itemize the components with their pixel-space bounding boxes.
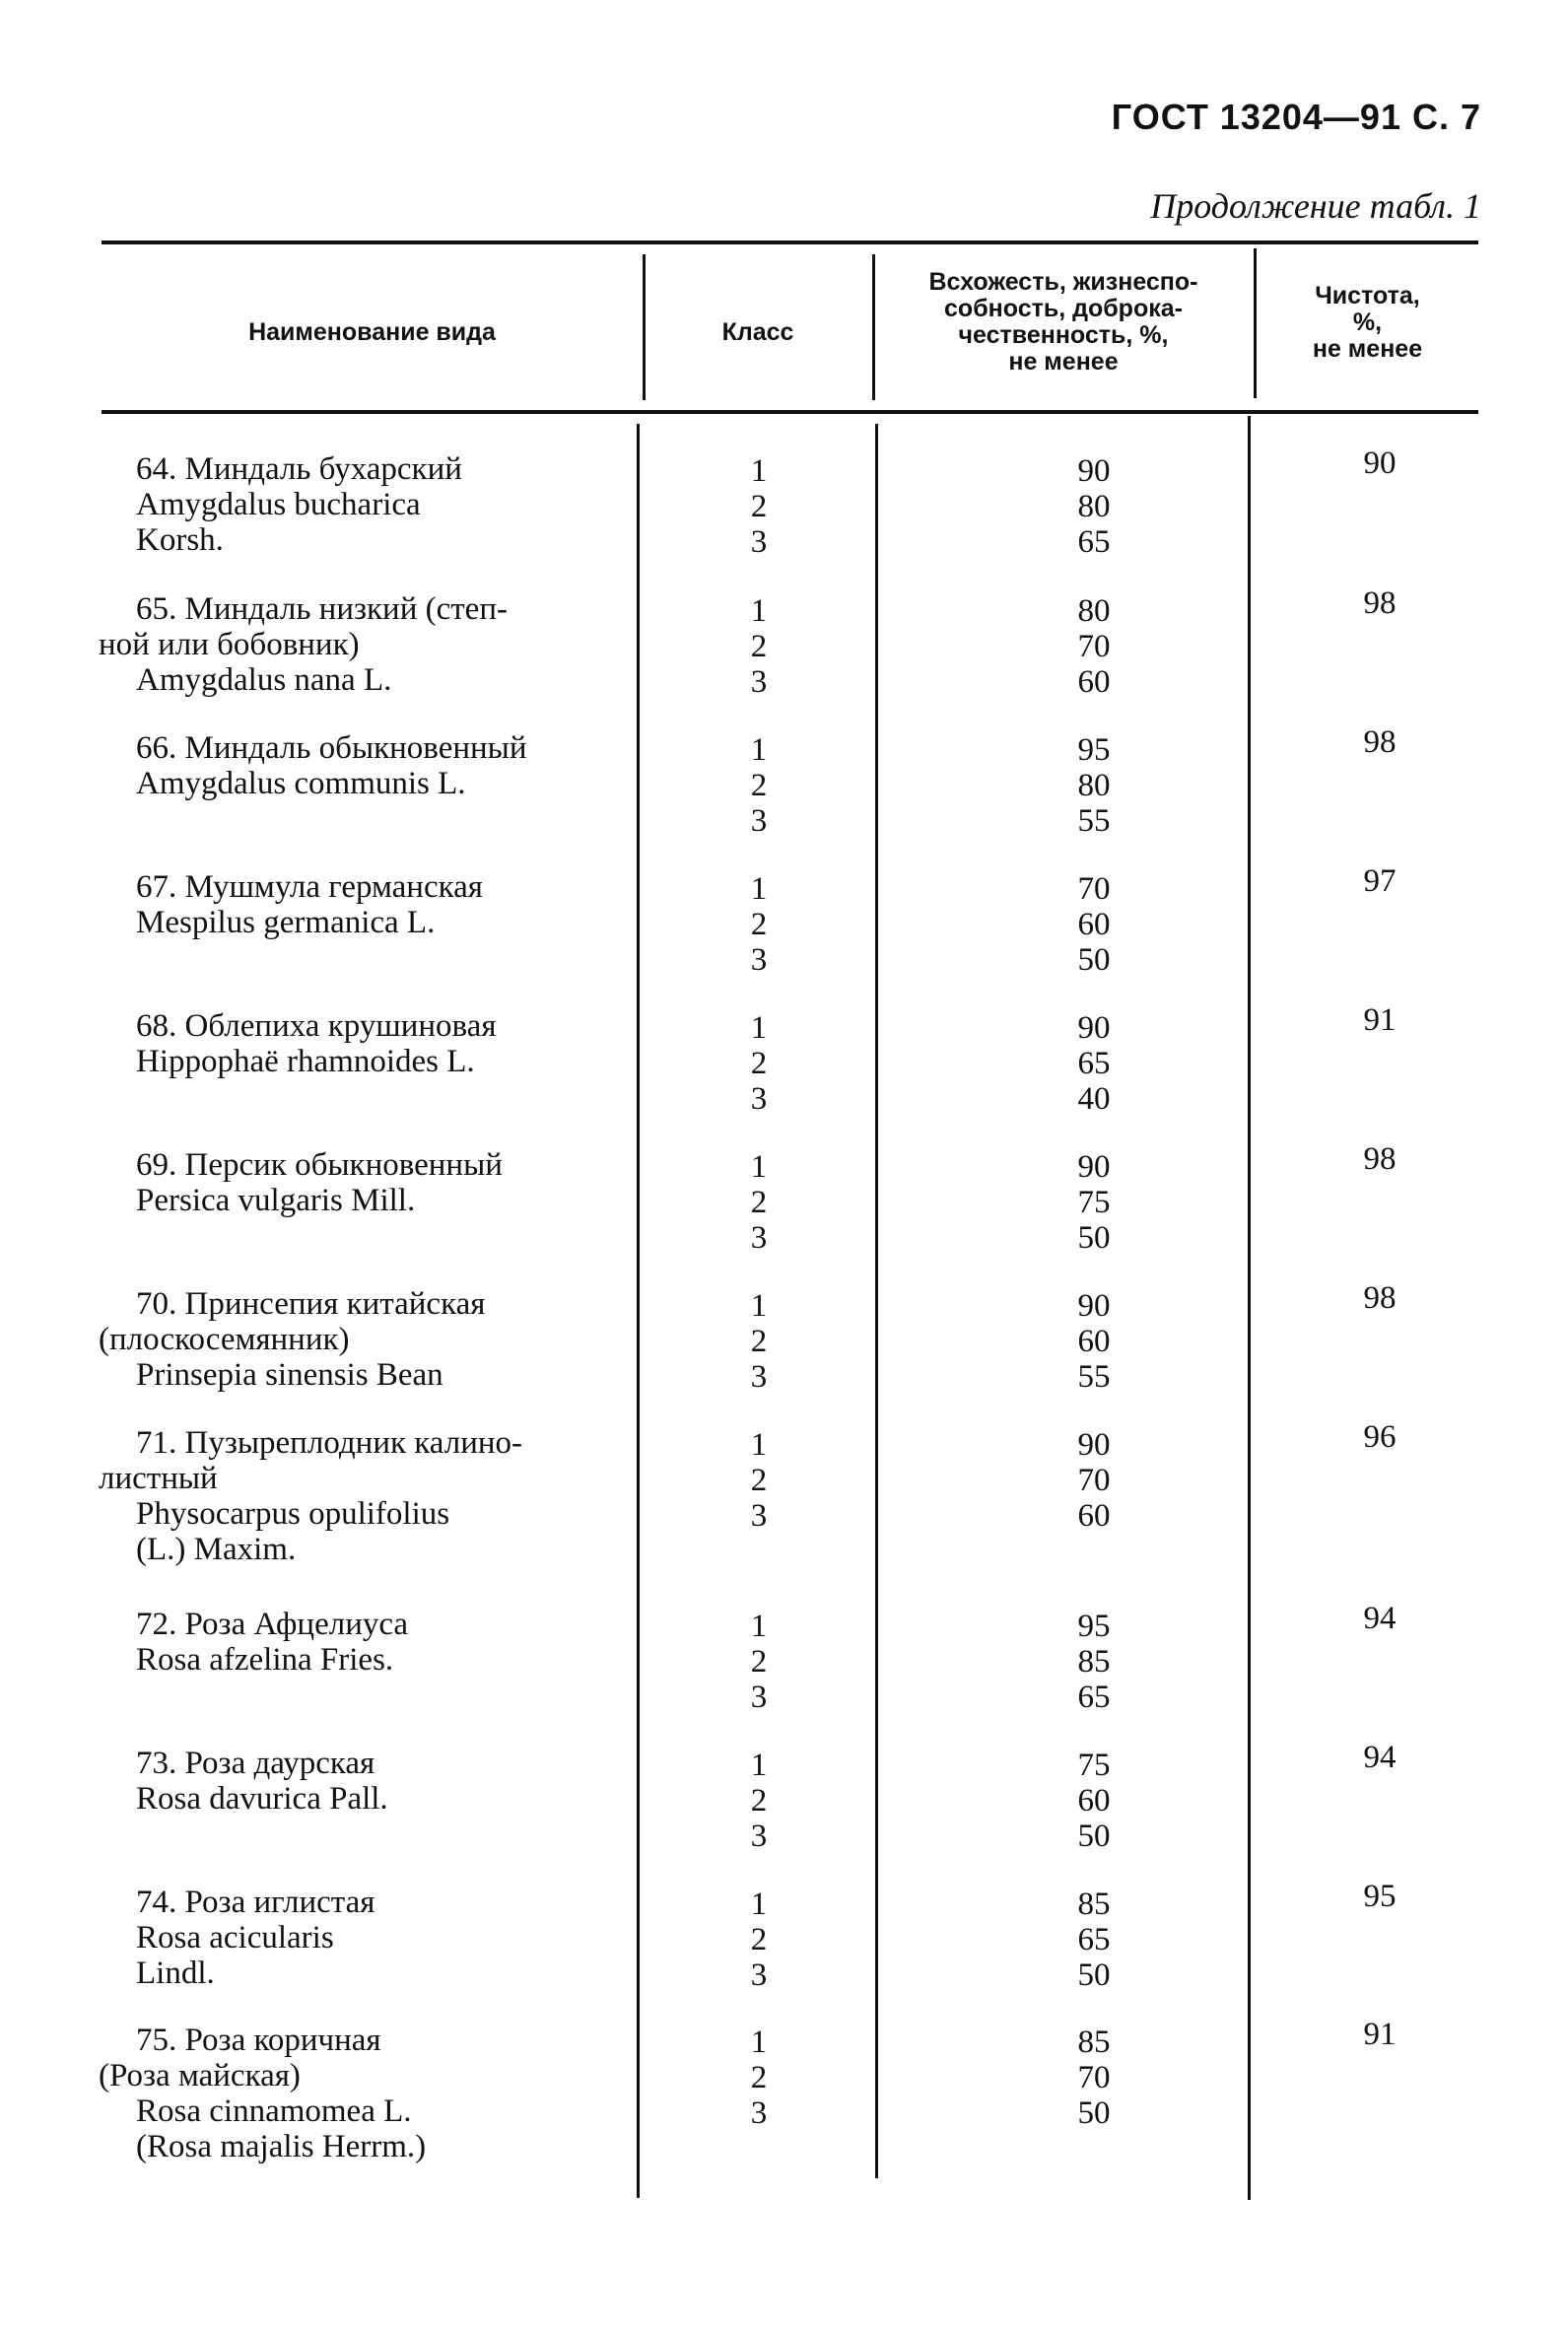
class-value: 3	[750, 1680, 768, 1715]
germination-value: 80	[1077, 593, 1111, 629]
column-header-purity: Чистота, %, не менее	[1312, 281, 1423, 363]
species-name-line: ной или бобовник)	[99, 627, 360, 662]
germination-cell	[1035, 453, 1153, 560]
class-value: 3	[750, 1220, 768, 1256]
species-name-line: Rosa cinnamomea L.	[136, 2093, 412, 2129]
species-name-line: 68. Облепиха крушиновая	[136, 1008, 497, 1044]
class-cell	[710, 1149, 808, 1256]
purity-value: 95	[1363, 1879, 1397, 1914]
class-value: 1	[750, 2024, 768, 2060]
species-name-line: Korsh.	[136, 522, 224, 558]
germination-value: 80	[1077, 489, 1111, 524]
species-name-line: листный	[99, 1461, 218, 1496]
species-name-line: 73. Роза даурская	[136, 1746, 375, 1781]
class-value: 3	[750, 1081, 768, 1117]
species-name-line: (L.) Maxim.	[136, 1532, 297, 1567]
species-name-cell	[99, 2023, 650, 2164]
class-value: 2	[750, 768, 768, 803]
class-value: 1	[750, 1288, 768, 1324]
germination-value: 50	[1077, 942, 1111, 978]
class-value: 3	[750, 664, 768, 700]
germination-value: 60	[1077, 1498, 1111, 1534]
purity-value: 98	[1363, 724, 1397, 760]
germination-cell	[1035, 1427, 1153, 1534]
class-cell	[710, 1748, 808, 1854]
class-value: 2	[750, 629, 768, 664]
germination-value: 50	[1077, 2095, 1111, 2131]
species-name-cell	[99, 451, 650, 558]
germination-value: 95	[1077, 732, 1111, 768]
column-header-germination: Всхожесть, жизнеспо- собность, доброка- чественность, %, не менее	[928, 268, 1198, 376]
germination-value: 55	[1077, 803, 1111, 839]
class-cell	[710, 1609, 808, 1715]
germination-value: 50	[1077, 1818, 1111, 1854]
germination-value: 90	[1077, 453, 1111, 489]
purity-value: 90	[1363, 446, 1397, 481]
page-header: ГОСТ 13204—91 С. 7	[1111, 97, 1481, 137]
class-value: 1	[750, 871, 768, 907]
species-name-line: 70. Принсепия китайская	[136, 1286, 486, 1322]
species-name-line: 72. Роза Афцелиуса	[136, 1607, 409, 1642]
germination-cell	[1035, 1748, 1153, 1854]
class-value: 2	[750, 1783, 768, 1818]
species-name-line: Amygdalus nana L.	[136, 662, 392, 698]
germination-value: 80	[1077, 768, 1111, 803]
germination-value: 90	[1077, 1427, 1111, 1463]
species-name-line: Amygdalus communis L.	[136, 766, 466, 801]
class-cell	[710, 453, 808, 560]
class-value: 2	[750, 1644, 768, 1680]
class-value: 1	[750, 1887, 768, 1922]
class-value: 1	[750, 1609, 768, 1644]
species-name-line: (плоскосемянник)	[99, 1322, 350, 1357]
body-divider-2	[875, 424, 878, 2178]
species-name-cell	[99, 1008, 650, 1079]
species-name-line: 64. Миндаль бухарский	[136, 451, 462, 487]
species-name-line: Amygdalus bucharica	[136, 487, 421, 522]
table-continuation-caption: Продолжение табл. 1	[1150, 186, 1481, 226]
purity-value: 98	[1363, 1141, 1397, 1177]
species-name-cell	[99, 730, 650, 801]
germination-value: 75	[1077, 1185, 1111, 1220]
class-cell	[710, 871, 808, 978]
species-name-cell	[99, 869, 650, 940]
class-value: 2	[750, 1922, 768, 1957]
class-value: 2	[750, 2060, 768, 2095]
class-value: 3	[750, 803, 768, 839]
species-name-line: Rosa afzelina Fries.	[136, 1642, 394, 1678]
germination-value: 60	[1077, 1324, 1111, 1359]
germination-cell	[1035, 1149, 1153, 1256]
germination-cell	[1035, 1288, 1153, 1395]
purity-value: 91	[1363, 1002, 1397, 1038]
class-cell	[710, 732, 808, 839]
species-name-cell	[99, 1425, 650, 1567]
germination-value: 70	[1077, 629, 1111, 664]
germination-cell	[1035, 732, 1153, 839]
germination-cell	[1035, 593, 1153, 700]
class-cell	[710, 593, 808, 700]
class-value: 1	[750, 732, 768, 768]
species-name-line: Lindl.	[136, 1956, 215, 1991]
species-name-line: Physocarpus opulifolius	[136, 1496, 450, 1532]
class-value: 2	[750, 1324, 768, 1359]
species-name-line: Hippophaё rhamnoides L.	[136, 1044, 475, 1079]
class-value: 3	[750, 1818, 768, 1854]
germination-value: 50	[1077, 1957, 1111, 1993]
table-top-rule	[102, 240, 1478, 244]
class-value: 1	[750, 1149, 768, 1185]
species-name-line: 74. Роза иглистая	[136, 1885, 375, 1920]
purity-value: 91	[1363, 2017, 1397, 2052]
germination-value: 65	[1077, 1046, 1111, 1081]
germination-cell	[1035, 1010, 1153, 1117]
class-cell	[710, 1427, 808, 1534]
germination-cell	[1035, 1609, 1153, 1715]
germination-value: 90	[1077, 1010, 1111, 1046]
species-name-cell	[99, 1885, 650, 1991]
species-name-line: 75. Роза коричная	[136, 2023, 381, 2058]
germination-value: 40	[1077, 1081, 1111, 1117]
body-divider-3	[1248, 416, 1251, 2200]
germination-value: 50	[1077, 1220, 1111, 1256]
class-value: 1	[750, 1748, 768, 1783]
class-value: 1	[750, 1427, 768, 1463]
species-name-line: 71. Пузыреплодник калино-	[136, 1425, 523, 1461]
class-value: 3	[750, 1957, 768, 1993]
germination-value: 60	[1077, 907, 1111, 942]
species-name-line: (Rosa majalis Herrm.)	[136, 2129, 427, 2164]
column-header-class: Класс	[721, 317, 794, 346]
class-value: 3	[750, 2095, 768, 2131]
germination-cell	[1035, 1887, 1153, 1993]
species-name-line: Rosa davurica Pall.	[136, 1781, 388, 1817]
germination-value: 95	[1077, 1609, 1111, 1644]
germination-value: 70	[1077, 871, 1111, 907]
species-name-line: 69. Персик обыкновенный	[136, 1147, 503, 1183]
class-value: 1	[750, 593, 768, 629]
germination-value: 70	[1077, 1463, 1111, 1498]
column-header-name: Наименование вида	[248, 317, 496, 346]
germination-cell	[1035, 871, 1153, 978]
germination-value: 65	[1077, 1680, 1111, 1715]
species-name-cell	[99, 1286, 650, 1393]
class-value: 3	[750, 1498, 768, 1534]
species-name-line: 66. Миндаль обыкновенный	[136, 730, 527, 766]
germination-value: 60	[1077, 1783, 1111, 1818]
class-value: 1	[750, 1010, 768, 1046]
class-value: 2	[750, 1046, 768, 1081]
species-name-cell	[99, 1607, 650, 1678]
class-cell	[710, 1010, 808, 1117]
species-name-line: Prinsepia sinensis Bean	[136, 1357, 443, 1393]
species-name-line: Persica vulgaris Mill.	[136, 1183, 416, 1218]
purity-value: 97	[1363, 863, 1397, 899]
class-value: 1	[750, 453, 768, 489]
class-cell	[710, 1887, 808, 1993]
class-value: 2	[750, 489, 768, 524]
class-value: 2	[750, 1185, 768, 1220]
germination-value: 60	[1077, 664, 1111, 700]
class-value: 2	[750, 1463, 768, 1498]
germination-value: 90	[1077, 1149, 1111, 1185]
germination-value: 85	[1077, 1887, 1111, 1922]
species-name-cell	[99, 591, 650, 698]
class-value: 2	[750, 907, 768, 942]
germination-value: 90	[1077, 1288, 1111, 1324]
purity-value: 98	[1363, 1280, 1397, 1316]
species-name-line: Rosa acicularis	[136, 1920, 334, 1956]
class-value: 3	[750, 1359, 768, 1395]
purity-value: 96	[1363, 1419, 1397, 1455]
germination-value: 75	[1077, 1748, 1111, 1783]
class-value: 3	[750, 524, 768, 560]
germination-value: 55	[1077, 1359, 1111, 1395]
purity-value: 94	[1363, 1601, 1397, 1636]
class-cell	[710, 1288, 808, 1395]
germination-cell	[1035, 2024, 1153, 2131]
purity-value: 98	[1363, 585, 1397, 621]
species-name-line: 65. Миндаль низкий (степ-	[136, 591, 508, 627]
germination-value: 70	[1077, 2060, 1111, 2095]
species-name-line: Mespilus germanica L.	[136, 905, 436, 940]
germination-value: 65	[1077, 1922, 1111, 1957]
germination-value: 85	[1077, 2024, 1111, 2060]
germination-value: 65	[1077, 524, 1111, 560]
germination-value: 85	[1077, 1644, 1111, 1680]
species-name-cell	[99, 1746, 650, 1817]
purity-value: 94	[1363, 1740, 1397, 1775]
class-cell	[710, 2024, 808, 2131]
table-header-bottom-rule	[102, 410, 1478, 414]
class-value: 3	[750, 942, 768, 978]
species-name-line: 67. Мушмула германская	[136, 869, 483, 905]
species-name-line: (Роза майская)	[99, 2058, 301, 2093]
species-name-cell	[99, 1147, 650, 1218]
